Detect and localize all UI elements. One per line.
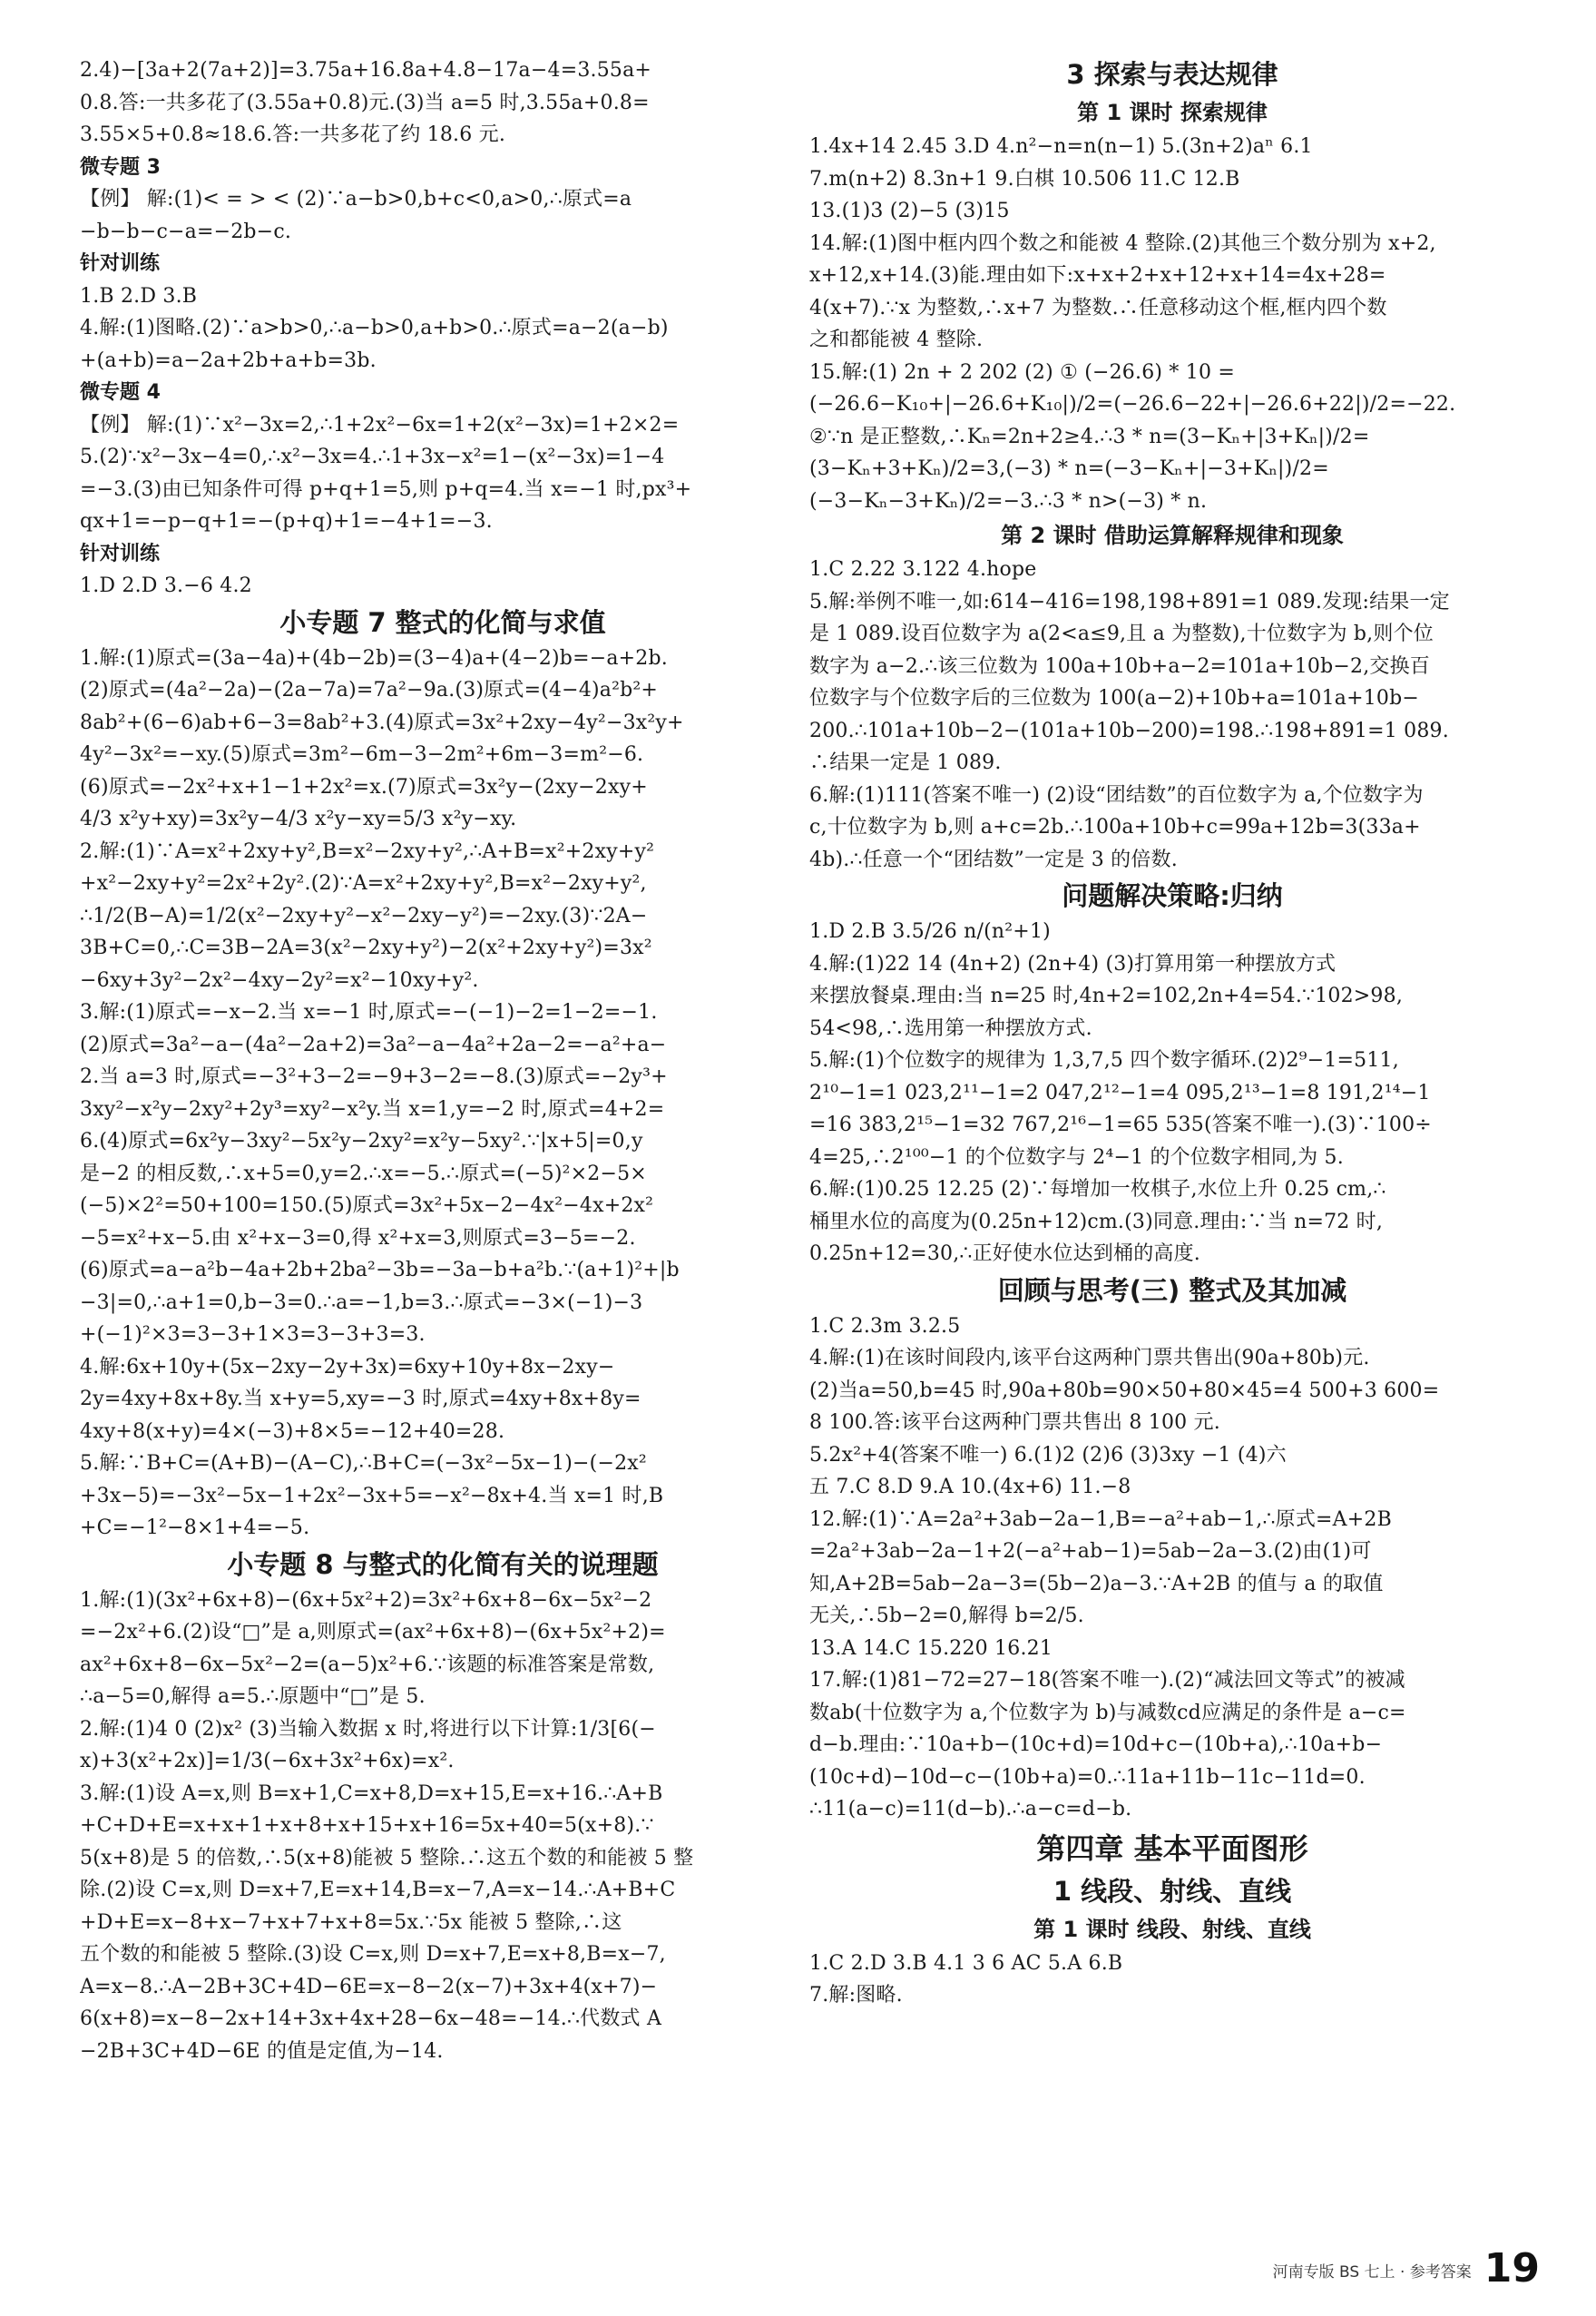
answer-line: 3.55×5+0.8≈18.6.答:一共多花了约 18.6 元. [80, 123, 506, 146]
answer-line: 8ab²+(6−6)ab+6−3=8ab²+3.(4)原式=3x²+2xy−4y²−3x²y+ [80, 711, 684, 734]
answer-line: −3|=0,∴a+1=0,b−3=0.∴a=−1,b=3.∴原式=−3×(−1)−3 [80, 1290, 643, 1314]
answer-line: 12.解:(1)∵A=2a²+3ab−2a−1,B=−a²+ab−1,∴原式=A+2B [809, 1507, 1392, 1531]
answer-line: 2.当 a=3 时,原式=−3²+3−2=−9+3−2=−8.(3)原式=−2y³+ [80, 1065, 668, 1088]
answer-line: 3xy²−x²y−2xy²+2y³=xy²−x²y.当 x=1,y=−2 时,原式=4+2= [80, 1097, 665, 1121]
answer-line: 4/3 x²y+xy)=3x²y−4/3 x²y−xy=5/3 x²y−xy. [80, 808, 517, 830]
answer-line: 0.8.答:一共多花了(3.55a+0.8)元.(3)当 a=5 时,3.55a+0.8= [80, 91, 650, 114]
answer-line: 3.解:(1)原式=−x−2.当 x=−1 时,原式=−(−1)−2=1−2=−1. [80, 1001, 658, 1024]
answer-line: +(a+b)=a−2a+2b+a+b=3b. [80, 348, 377, 372]
answer-line: (−3−Kₙ−3+Kₙ)/2=−3.∴3 * n>(−3) * n. [809, 489, 1208, 513]
answer-line: 4.解:(1)22 14 (4n+2) (2n+4) (3)打算用第一种摆放方式 [809, 952, 1337, 976]
answer-line: 【例】 解:(1)∵x²−3x=2,∴1+2x²−6x=1+2(x²−3x)=1+2×2= [80, 413, 680, 437]
left-column [80, 54, 806, 2067]
answer-line: (3−Kₙ+3+Kₙ)/2=3,(−3) * n=(−3−Kₙ+|−3+Kₙ|)/2= [809, 457, 1329, 480]
answer-line: 5.(2)∵x²−3x−4=0,∴x²−3x=4.∴1+3x−x²=1−(x²−3x)=1−4 [80, 446, 665, 468]
answer-line: =−2x²+6.(2)设“□”是 a,则原式=(ax²+6x+8)−(6x+5x²+2)= [80, 1621, 666, 1644]
answer-line: (−5)×2²=50+100=150.(5)原式=3x²+5x−2−4x²−4x+2x² [80, 1194, 654, 1217]
answer-line: 14.解:(1)图中框内四个数之和能被 4 整除.(2)其他三个数分别为 x+2, [809, 231, 1436, 255]
answer-line: 2y=4xy+8x+8y.当 x+y=5,xy=−3 时,原式=4xy+8x+8y= [80, 1388, 641, 1410]
answer-line: 3B+C=0,∴C=3B−2A=3(x²−2xy+y²)−2(x²+2xy+y²)=3x² [80, 937, 652, 959]
answer-line: 1.D 2.B 3.5/26 n/(n²+1) [809, 920, 1051, 943]
page-footer [1272, 2245, 1540, 2291]
answer-line: −2B+3C+4D−6E 的值是定值,为−14. [80, 2039, 444, 2063]
answer-line: 4.解:6x+10y+(5x−2xy−2y+3x)=6xy+10y+8x−2xy− [80, 1355, 615, 1379]
answer-line: 2.解:(1)∵A=x²+2xy+y²,B=x²−2xy+y²,∴A+B=x²+2xy+y² [80, 839, 655, 863]
answer-line: x)+3(x²+2x)]=1/3(−6x+3x²+6x)=x². [80, 1750, 455, 1772]
answer-line: 1.C 2.22 3.122 4.hope [809, 558, 1037, 581]
answer-line: =−3.(3)由已知条件可得 p+q+1=5,则 p+q=4.当 x=−1 时,px³+ [80, 477, 692, 501]
answer-line: (2)原式=(4a²−2a)−(2a−7a)=7a²−9a.(3)原式=(4−4)a²b²+ [80, 679, 659, 702]
answer-line: 15.解:(1) 2n + 2 202 (2) ① (−26.6) * 10 = [809, 360, 1235, 384]
answer-line: A=x−8.∴A−2B+3C+4D−6E=x−8−2(x−7)+3x+4(x+7)− [80, 1975, 658, 1998]
answer-line: (6)原式=−2x²+x+1−1+2x²=x.(7)原式=3x²y−(2xy−2xy+ [80, 775, 648, 799]
answer-line: 0.25n+12=30,∴正好使水位达到桶的高度. [809, 1242, 1200, 1265]
answer-line: 6(x+8)=x−8−2x+14+3x+4x+28−6x−48=−14.∴代数式 A [80, 2007, 662, 2030]
answer-line: 五 7.C 8.D 9.A 10.(4x+6) 11.−8 [809, 1476, 1131, 1498]
footer-label: 河南专版 BS 七上 · 参考答案 [1272, 2263, 1472, 2282]
answer-line: 8 100.答:该平台这两种门票共售出 8 100 元. [809, 1411, 1220, 1434]
answer-line: 1.解:(1)原式=(3a−4a)+(4b−2b)=(3−4)a+(4−2)b=−a+2b. [80, 646, 668, 670]
answer-line: 桶里水位的高度为(0.25n+12)cm.(3)同意.理由:∵当 n=72 时, [809, 1210, 1384, 1233]
answer-line: 1.B 2.D 3.B [80, 284, 198, 308]
section-title: 1 线段、射线、直线 [1053, 1875, 1292, 1907]
answer-line: +3x−5)=−3x²−5x−1+2x²−3x+5=−x²−8x+4.当 x=1 时,B [80, 1484, 664, 1507]
answer-line: c,十位数字为 b,则 a+c=2b.∴100a+10b+c=99a+12b=3(33a+ [809, 816, 1421, 839]
answer-line: 1.C 2.3m 3.2.5 [809, 1314, 961, 1338]
answer-line: 4=25,∴2¹⁰⁰−1 的个位数字与 2⁴−1 的个位数字相同,为 5. [809, 1145, 1344, 1169]
section-title: 3 探索与表达规律 [1066, 59, 1278, 90]
answer-line: ∴1/2(B−A)=1/2(x²−2xy+y²−x²−2xy−y²)=−2xy.(3)∵2A− [80, 904, 648, 927]
answer-line: 13.A 14.C 15.220 16.21 [809, 1636, 1053, 1660]
answer-line: 13.(1)3 (2)−5 (3)15 [809, 200, 1010, 222]
section-title: 小专题 7 整式的化简与求值 [279, 606, 606, 638]
answer-line: 位数字与个位数字后的三位数为 100(a−2)+10b+a=101a+10b− [809, 687, 1420, 710]
lesson-title: 第 1 课时 线段、射线、直线 [1033, 1916, 1311, 1942]
answer-line: (6)原式=a−a²b−4a+2b+2ba²−3b=−3a−b+a²b.∵(a+1)²+|b [80, 1259, 680, 1281]
answer-line: ②∵n 是正整数,∴Kₙ=2n+2≥4.∴3 * n=(3−Kₙ+|3+Kₙ|)/2= [809, 425, 1370, 448]
answer-line: 3.解:(1)设 A=x,则 B=x+1,C=x+8,D=x+15,E=x+16.∴A+B [80, 1781, 663, 1805]
section-label: 微专题 4 [80, 381, 161, 404]
answer-line: +x²−2xy+y²=2x²+2y².(2)∵A=x²+2xy+y²,B=x²−2xy+y², [80, 872, 647, 895]
answer-line: 4.解:(1)在该时间段内,该平台这两种门票共售出(90a+80b)元. [809, 1347, 1370, 1369]
answer-line: ∴结果一定是 1 089. [809, 751, 1002, 774]
answer-line: 4.解:(1)图略.(2)∵a>b>0,∴a−b>0,a+b>0.∴原式=a−2(a−b) [80, 317, 669, 339]
answer-line: 5.解:∵B+C=(A+B)−(A−C),∴B+C=(−3x²−5x−1)−(−2x² [80, 1452, 647, 1475]
answer-line: ∴a−5=0,解得 a=5.∴原题中“□”是 5. [80, 1685, 426, 1708]
answer-line: 7.m(n+2) 8.3n+1 9.白棋 10.506 11.C 12.B [809, 167, 1240, 191]
answer-line: qx+1=−p−q+1=−(p+q)+1=−4+1=−3. [80, 510, 493, 533]
answer-line: ax²+6x+8−6x−5x²−2=(a−5)x²+6.∵该题的标准答案是常数, [80, 1653, 655, 1676]
answer-line: (2)当a=50,b=45 时,90a+80b=90×50+80×45=4 500+3 600= [809, 1379, 1440, 1402]
answer-line: 2.解:(1)4 0 (2)x² (3)当输入数据 x 时,将进行以下计算:1/3[6(− [80, 1717, 656, 1741]
answer-line: 7.解:图略. [809, 1984, 903, 2007]
answer-line: 来摆放餐桌.理由:当 n=25 时,4n+2=102,2n+4=54.∵102>98, [809, 985, 1404, 1007]
chapter-title: 第四章 基本平面图形 [1036, 1830, 1308, 1866]
answer-line: −5=x²+x−5.由 x²+x−3=0,得 x²+x=3,则原式=3−5=−2. [80, 1226, 636, 1250]
answer-line: 17.解:(1)81−72=27−18(答案不唯一).(2)“减法回文等式”的被减 [809, 1669, 1405, 1692]
answer-line: +C=−1²−8×1+4=−5. [80, 1516, 310, 1539]
page-number: 19 [1483, 2245, 1540, 2291]
section-label: 微专题 3 [80, 155, 161, 179]
answer-line: 2¹⁰−1=1 023,2¹¹−1=2 047,2¹²−1=4 095,2¹³−1=8 191,2¹⁴−1 [809, 1081, 1431, 1104]
answer-line: 6.(4)原式=6x²y−3xy²−5x²y−2xy²=x²y−5xy².∵|x+5|=0,y [80, 1130, 643, 1153]
answer-line: (−26.6−K₁₀+|−26.6+K₁₀|)/2=(−26.6−22+|−26.6+22|)/2=−22. [809, 393, 1456, 416]
answer-line: −b−b−c−a=−2b−c. [80, 220, 292, 243]
answer-line: 4(x+7).∵x 为整数,∴x+7 为整数.∴任意移动这个框,框内四个数 [809, 296, 1387, 319]
answer-line: (2)原式=3a²−a−(4a²−2a+2)=3a²−a−4a²+2a−2=−a²+a− [80, 1033, 667, 1056]
section-title: 小专题 8 与整式的化简有关的说理题 [227, 1548, 659, 1580]
answer-line: 1.C 2.D 3.B 4.1 3 6 AC 5.A 6.B [809, 1951, 1123, 1975]
answer-line: 除.(2)设 C=x,则 D=x+7,E=x+14,B=x−7,A=x−14.∴A+B+C [80, 1879, 676, 1901]
answer-line: +(−1)²×3=3−3+1×3=3−3+3=3. [80, 1323, 426, 1346]
answer-line: 1.D 2.D 3.−6 4.2 [80, 574, 252, 597]
answer-line: 6.解:(1)111(答案不唯一) (2)设“团结数”的百位数字为 a,个位数字为 [809, 783, 1424, 807]
answer-line: 5(x+8)是 5 的倍数,∴5(x+8)能被 5 整除.∴这五个数的和能被 5 整 [80, 1846, 694, 1869]
section-title: 回顾与思考(三) 整式及其加减 [997, 1274, 1347, 1306]
answer-line: 五个数的和能被 5 整除.(3)设 C=x,则 D=x+7,E=x+8,B=x−7, [80, 1943, 666, 1966]
answer-line: 4xy+8(x+y)=4×(−3)+8×5=−12+40=28. [80, 1419, 505, 1443]
right-column [809, 54, 1535, 2012]
answer-line: 4b).∴任意一个“团结数”一定是 3 的倍数. [809, 848, 1178, 871]
answer-line: 4y²−3x²=−xy.(5)原式=3m²−6m−3−2m²+6m−3=m²−6. [80, 743, 644, 766]
answer-line: ∴11(a−c)=11(d−b).∴a−c=d−b. [809, 1798, 1132, 1820]
answer-line: 1.4x+14 2.45 3.D 4.n²−n=n(n−1) 5.(3n+2)aⁿ 6.1 [809, 135, 1313, 158]
answer-line: 是 1 089.设百位数字为 a(2<a≤9,且 a 为整数),十位数字为 b,则个位 [809, 623, 1434, 645]
answer-line: =16 383,2¹⁵−1=32 767,2¹⁶−1=65 535(答案不唯一).(3)∵100÷ [809, 1114, 1432, 1136]
lesson-title: 第 1 课时 探索规律 [1077, 100, 1268, 125]
answer-line: 之和都能被 4 整除. [809, 329, 984, 351]
answer-line: (10c+d)−10d−c−(10b+a)=0.∴11a+11b−11c−11d=0. [809, 1765, 1366, 1789]
answer-line: 2.4)−[3a+2(7a+2)]=3.75a+16.8a+4.8−17a−4=3.55a+ [80, 59, 652, 82]
answer-line: −6xy+3y²−2x²−4xy−2y²=x²−10xy+y². [80, 968, 479, 992]
answer-line: =2a²+3ab−2a−1+2(−a²+ab−1)=5ab−2a−3.(2)由(1)可 [809, 1540, 1372, 1563]
answer-line: 6.解:(1)0.25 12.25 (2)∵每增加一枚棋子,水位上升 0.25 cm,∴ [809, 1178, 1386, 1201]
answer-line: 数ab(十位数字为 a,个位数字为 b)与减数cd应满足的条件是 a−c= [809, 1701, 1406, 1724]
answer-line: 知,A+2B=5ab−2a−3=(5b−2)a−3.∵A+2B 的值与 a 的取值 [809, 1572, 1384, 1595]
section-title: 问题解决策略:归纳 [1062, 880, 1283, 911]
answer-line: 是−2 的相反数,∴x+5=0,y=2.∴x=−5.∴原式=(−5)²×2−5× [80, 1162, 647, 1185]
answer-line: 5.解:(1)个位数字的规律为 1,3,7,5 四个数字循环.(2)2⁹−1=511, [809, 1049, 1399, 1072]
answer-line: 5.解:举例不唯一,如:614−416=198,198+891=1 089.发现:结果一定 [809, 590, 1450, 613]
answer-line: 1.解:(1)(3x²+6x+8)−(6x+5x²+2)=3x²+6x+8−6x−5x²−2 [80, 1588, 652, 1612]
lesson-title: 第 2 课时 借助运算解释规律和现象 [1001, 523, 1344, 548]
answer-line: x+12,x+14.(3)能.理由如下:x+x+2+x+12+x+14=4x+28= [809, 264, 1386, 287]
answer-line: 200.∴101a+10b−2−(101a+10b−200)=198.∴198+891=1 089. [809, 719, 1449, 742]
answer-line: 5.2x²+4(答案不唯一) 6.(1)2 (2)6 (3)3xy −1 (4)六 [809, 1443, 1287, 1467]
answer-line: 数字为 a−2.∴该三位数为 100a+10b+a−2=101a+10b−2,交换百 [809, 654, 1430, 678]
answer-line: d−b.理由:∵10a+b−(10c+d)=10d+c−(10b+a),∴10a+b− [809, 1733, 1383, 1756]
answer-line: 54<98,∴选用第一种摆放方式. [809, 1016, 1092, 1040]
answer-line: 【例】 解:(1)< = > < (2)∵a−b>0,b+c<0,a>0,∴原式=a [80, 188, 632, 211]
section-label: 针对训练 [80, 542, 161, 565]
answer-line: +D+E=x−8+x−7+x+7+x+8=5x.∵5x 能被 5 整除,∴这 [80, 1910, 622, 1934]
section-label: 针对训练 [80, 252, 161, 275]
answer-line: 无关,∴5b−2=0,解得 b=2/5. [809, 1605, 1084, 1627]
answer-line: +C+D+E=x+x+1+x+8+x+15+x+16=5x+40=5(x+8).∵ [80, 1814, 654, 1837]
